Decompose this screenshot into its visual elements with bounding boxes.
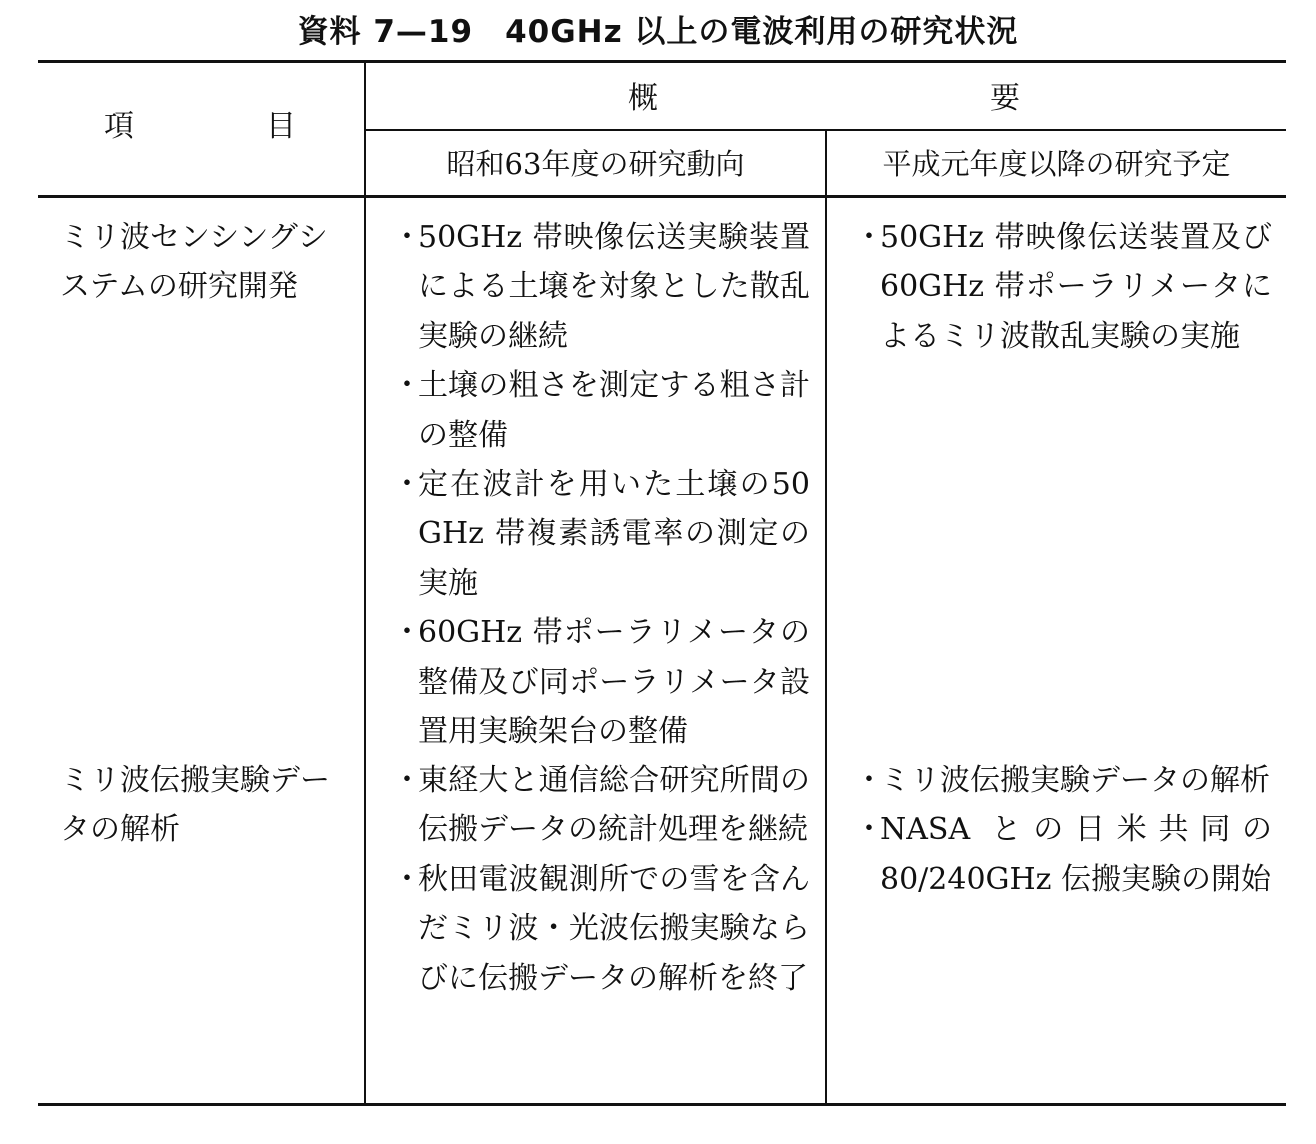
header-future-plan: 平成元年度以降の研究予定 — [882, 147, 1231, 181]
header-overview-label-2: 要 — [990, 81, 1020, 116]
row-1-item — [60, 213, 352, 312]
bullet-dot: ・ — [392, 467, 422, 503]
row-2-current-list — [390, 756, 810, 1003]
list-item: ・ 50GHz 帯映像伝送実験装置による土壌を対象とした散乱実験の継続 — [390, 213, 810, 361]
list-item: ・ ミリ波伝搬実験データの解析 — [852, 756, 1272, 805]
bullet-dot: ・ — [854, 220, 884, 255]
bullet-dot: ・ — [392, 220, 422, 255]
table-bottom-rule — [38, 1103, 1286, 1106]
column-divider-overview — [825, 130, 827, 1104]
bullet-dot: ・ — [854, 812, 884, 848]
list-item: ・ 秋田電波観測所での雪を含んだミリ波・光波伝搬実験ならびに伝搬データの解析を終了 — [390, 855, 810, 1003]
row-2-item-text: ミリ波伝搬実験データの解析 — [60, 763, 330, 848]
page-title: 資料 7—19 40GHz 以上の電波利用の研究状況 — [297, 14, 1019, 50]
row-1-item-text: ミリ波センシングシステムの研究開発 — [60, 220, 328, 305]
header-current-year: 昭和63年度の研究動向 — [446, 147, 745, 181]
bullet-dot: ・ — [392, 368, 422, 404]
list-item: ・ 土壌の粗さを測定する粗さ計の整備 — [390, 361, 810, 460]
row-1-future-list — [852, 213, 1272, 361]
header-overview-label-1: 概 — [628, 81, 658, 116]
header-item-label-1: 項 — [104, 109, 134, 144]
row-1-current-list — [390, 213, 810, 756]
list-item: ・ NASA との日米共同の80/240GHz 伝搬実験の開始 — [852, 805, 1272, 904]
list-item: ・ 60GHz 帯ポーラリメータの整備及び同ポーラリメータ設置用実験架台の整備 — [390, 608, 810, 756]
bullet-dot: ・ — [392, 763, 422, 798]
bullet-dot: ・ — [392, 615, 422, 651]
list-item: ・ 東経大と通信総合研究所間の伝搬データの統計処理を継続 — [390, 756, 810, 855]
row-2-item — [60, 756, 352, 855]
row-2-future-list — [852, 756, 1272, 904]
column-divider-item — [364, 62, 366, 1104]
header-item-label-2: 目 — [266, 109, 296, 144]
list-item: ・ 定在波計を用いた土壌の50 GHz 帯複素誘電率の測定の実施 — [390, 460, 810, 608]
table-top-rule — [38, 60, 1286, 63]
bullet-dot: ・ — [392, 861, 422, 897]
list-item: ・ 50GHz 帯映像伝送装置及び 60GHz 帯ポーラリメータによるミリ波散乱実験の実施 — [852, 213, 1272, 361]
header-bottom-rule — [38, 195, 1286, 198]
bullet-dot: ・ — [854, 763, 884, 798]
